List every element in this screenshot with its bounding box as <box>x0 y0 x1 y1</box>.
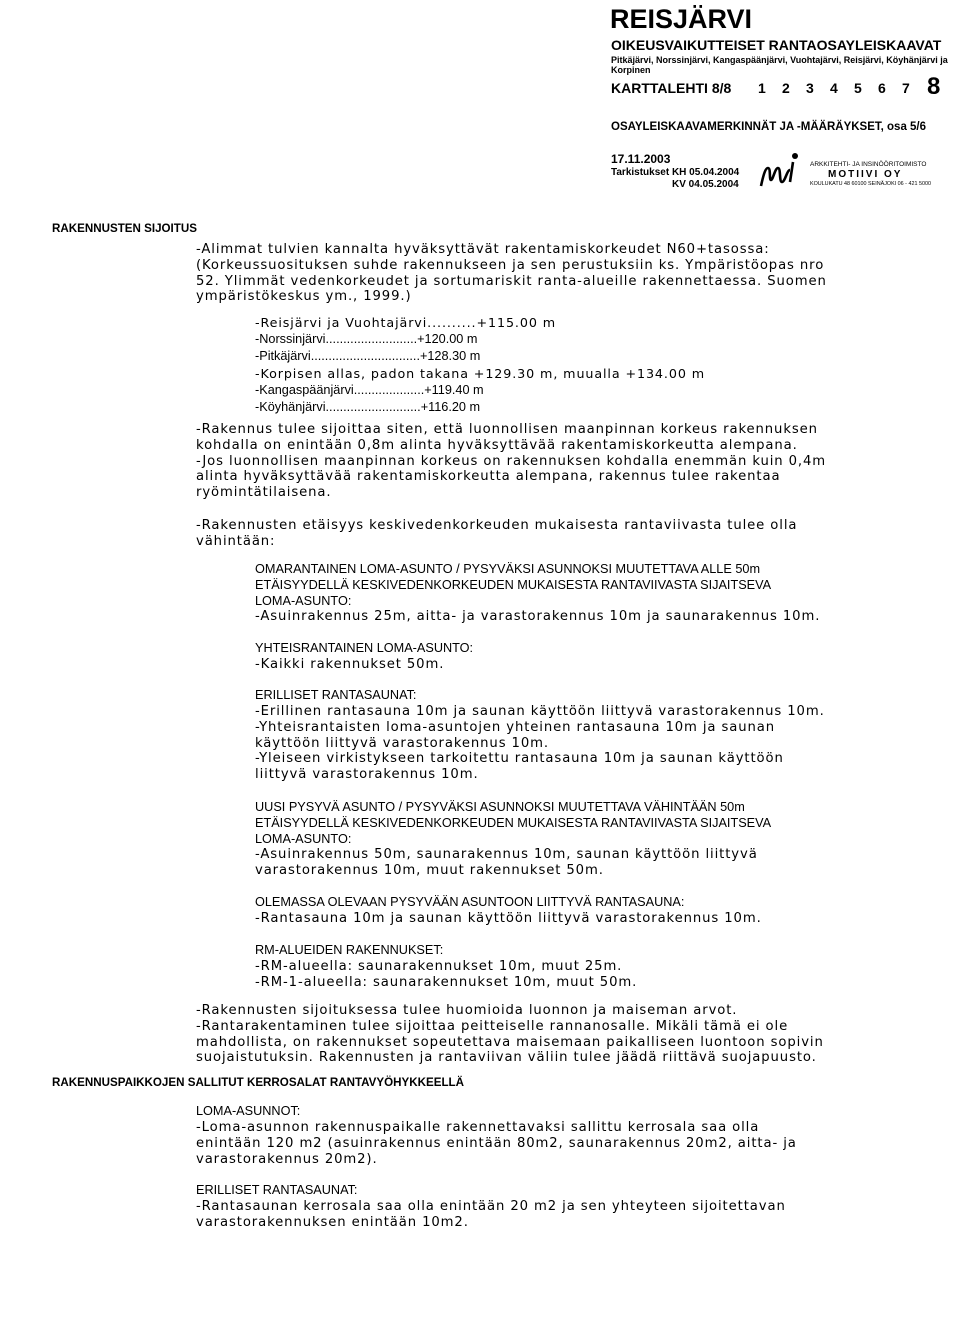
section-title: OSAYLEISKAAVAMERKINNÄT JA -MÄÄRÄYKSET, osa 5/6 <box>611 121 927 133</box>
text-line: ryömintätilaisena. <box>196 485 332 501</box>
text-line: alinta hyväksyttävää rakentamiskorkeutta alempana, rakennus tulee rakentaa <box>196 469 781 485</box>
document-title: REISJÄRVI <box>610 4 753 34</box>
text-line: LOMA-ASUNNOT: <box>196 1104 301 1118</box>
text-line: -Loma-asunnon rakennuspaikalle rakennettavaksi sallittu kerrosala saa olla <box>196 1120 760 1135</box>
text-line: UUSI PYSYVÄ ASUNTO / PYSYVÄKSI ASUNNOKSI MUUTETTAVA VÄHINTÄÄN 50m <box>255 800 745 814</box>
separate-saunas-heading <box>255 688 416 704</box>
rm-areas-heading <box>255 943 443 959</box>
text-line: OMARANTAINEN LOMA-ASUNTO / PYSYVÄKSI ASUNNOKSI MUUTETTAVA ALLE 50m <box>255 562 761 576</box>
sheet-number-7: 7 <box>902 80 910 96</box>
own-shore-distances <box>255 609 820 625</box>
text-line: suojaistutuksin. Rakennusten ja rantaviivan väliin tulee jäädä riittävä suojapuusto. <box>196 1050 817 1066</box>
lake-level-item: -Pitkäjärvi...............................+128.30 m <box>255 349 481 363</box>
separate-saunas-floor-area <box>196 1199 786 1231</box>
text-line: -Rakennus tulee sijoittaa siten, että luonnollisen maanpinnan korkeus rakennuksen <box>196 422 818 437</box>
revisions-kv: KV 04.05.2004 <box>672 179 739 190</box>
ground-level-rules <box>196 422 826 501</box>
logo-address: KOULUKATU 48 60100 SEINÄJOKI 06 - 421 5000 <box>810 181 931 187</box>
holiday-homes-heading <box>196 1104 300 1120</box>
sheet-number-6: 6 <box>878 80 886 96</box>
text-line: -Rantasaunan kerrosala saa olla enintään 20 m2 ja sen yhteyteen sijoitettavan <box>196 1199 786 1214</box>
company-logo <box>758 150 958 192</box>
text-line: -Erillinen rantasauna 10m ja saunan käyttöön liittyvä varastorakennus 10m. <box>255 704 825 719</box>
text-line: (Korkeussuosituksen suhde rakennukseen ja sen perustuksiin ks. Ympäristöopas nro <box>196 257 825 273</box>
sheet-label: KARTTALEHTI 8/8 <box>611 80 732 96</box>
text-line: LOMA-ASUNTO: <box>255 593 352 608</box>
text-line: ympäristökeskus ym., 1999.) <box>196 289 412 305</box>
text-line: käyttöön liittyvä varastorakennus 10m. <box>255 735 549 751</box>
existing-sauna-distances <box>255 911 762 927</box>
text-line: varastorakennus 20m2). <box>196 1151 378 1167</box>
new-permanent-distances <box>255 847 758 879</box>
date: 17.11.2003 <box>611 152 671 166</box>
text-line: -Rakennusten sijoituksessa tulee huomioida luonnon ja maiseman arvot. <box>196 1003 738 1018</box>
logo-company-name: MOTIIVI OY <box>828 169 903 180</box>
text-line: -Asuinrakennus 50m, saunarakennus 10m, saunan käyttöön liittyvä <box>255 847 758 862</box>
text-line: ERILLISET RANTASAUNAT: <box>196 1183 358 1197</box>
text-line: 52. Ylimmät vedenkorkeudet ja sortumariskit ranta-alueille rakennettaessa. Suomen <box>196 273 827 289</box>
text-line: -RM-alueella: saunarakennukset 10m, muut 25m. <box>255 959 623 974</box>
revisions-kh: Tarkistukset KH 05.04.2004 <box>611 167 740 178</box>
lake-level-item: -Korpisen allas, padon takana +129.30 m, muualla +134.00 m <box>255 366 705 381</box>
text-line: ETÄISYYDELLÄ KESKIVEDENKORKEUDEN MUKAISESTA RANTAVIIVASTA SIJAITSEVA <box>255 815 772 830</box>
existing-sauna-heading <box>255 895 684 911</box>
text-line: OLEMASSA OLEVAAN PYSYVÄÄN ASUNTOON LIITTYVÄ RANTASAUNA: <box>255 895 685 909</box>
text-line: -RM-1-alueella: saunarakennukset 10m, muut 50m. <box>255 974 638 990</box>
new-permanent-heading <box>255 800 771 847</box>
text-line: -Kaikki rakennukset 50m. <box>255 657 445 672</box>
text-line: ERILLISET RANTASAUNAT: <box>255 688 417 702</box>
separate-saunas-floor-heading <box>196 1183 357 1199</box>
own-shore-heading <box>255 562 771 609</box>
text-line: enintään 120 m2 (asuinrakennus enintään 80m2, saunarakennus 20m2, aitta- ja <box>196 1135 797 1151</box>
text-line: -Rantasauna 10m ja saunan käyttöön liittyvä varastorakennus 10m. <box>255 911 762 926</box>
sheet-number-3: 3 <box>806 80 814 96</box>
document-subtitle: OIKEUSVAIKUTTEISET RANTAOSAYLEISKAAVAT <box>611 37 942 53</box>
text-line: -Asuinrakennus 25m, aitta- ja varastorakennus 10m ja saunarakennus 10m. <box>255 609 821 624</box>
sheet-number-1: 1 <box>758 80 766 96</box>
text-line: -Yleiseen virkistykseen tarkoitettu rantasauna 10m ja saunan käyttöön <box>255 751 784 767</box>
section-heading-floor-areas: RAKENNUSPAIKKOJEN SALLITUT KERROSALAT RANTAVYÖHYKKEELLÄ <box>52 1076 465 1089</box>
text-line: RM-ALUEIDEN RAKENNUKSET: <box>255 943 444 957</box>
text-line: vähintään: <box>196 533 276 549</box>
shoreline-distance-intro <box>196 518 797 550</box>
motiivi-logo-icon <box>758 150 802 190</box>
sheet-number-4: 4 <box>830 80 838 96</box>
flood-levels-intro <box>196 242 827 305</box>
lake-level-item: -Köyhänjärvi...........................+116.20 m <box>255 400 481 414</box>
text-line: -Yhteisrantaisten loma-asuntojen yhteinen rantasauna 10m ja saunan <box>255 719 776 735</box>
text-line: -Rantarakentaminen tulee sijoittaa peitteiselle rannanosalle. Mikäli tämä ei ole <box>196 1018 789 1034</box>
text-line: LOMA-ASUNTO: <box>255 831 352 846</box>
separate-saunas-distances <box>255 704 825 783</box>
current-sheet-number: 8 <box>927 73 941 100</box>
holiday-homes-floor-area <box>196 1120 797 1167</box>
lake-level-item: -Norssinjärvi..........................+120.00 m <box>255 332 478 346</box>
sheet-number-5: 5 <box>854 80 862 96</box>
text-line: kohdalla on enintään 0,8m alinta hyväksyttävää rakentamiskorkeutta alempana. <box>196 437 798 453</box>
text-line: -Alimmat tulvien kannalta hyväksyttävät rakentamiskorkeudet N60+tasossa: <box>196 242 770 257</box>
shared-shore-heading <box>255 641 473 657</box>
text-line: -Jos luonnollisen maanpinnan korkeus on rakennuksen kohdalla enemmän kuin 0,4m <box>196 453 827 469</box>
rm-areas-distances <box>255 959 637 991</box>
text-line: varastorakennuksen enintään 10m2. <box>196 1214 469 1230</box>
shared-shore-distances <box>255 657 444 673</box>
placement-closing-rules <box>196 1003 824 1066</box>
text-line: ETÄISYYDELLÄ KESKIVEDENKORKEUDEN MUKAISESTA RANTAVIIVASTA SIJAITSEVA <box>255 577 772 592</box>
text-line: varastorakennus 10m, muut rakennukset 50m. <box>255 862 604 878</box>
text-line: -Rakennusten etäisyys keskivedenkorkeuden mukaisesta rantaviivasta tulee olla <box>196 518 798 533</box>
lakes-list: Pitkäjärvi, Norssinjärvi, Kangaspäänjärvi, Vuohtajärvi, Reisjärvi, Köyhänjärvi ja Korpinen <box>611 55 948 75</box>
text-line: liittyvä varastorakennus 10m. <box>255 767 479 783</box>
lake-level-item: -Reisjärvi ja Vuohtajärvi..........+115.00 m <box>255 315 556 330</box>
section-heading-building-placement: RAKENNUSTEN SIJOITUS <box>52 222 197 235</box>
text-line: mahdollista, on rakennukset sopeutettava maisemaan paikalliseen luontoon sopivin <box>196 1034 824 1050</box>
lake-level-item: -Kangaspäänjärvi....................+119.40 m <box>255 383 484 397</box>
lake-level-list <box>255 314 705 416</box>
sheet-number-2: 2 <box>782 80 790 96</box>
text-line: YHTEISRANTAINEN LOMA-ASUNTO: <box>255 641 474 655</box>
logo-office-line: ARKKITEHTI- JA INSINÖÖRITOIMISTO <box>810 161 927 168</box>
